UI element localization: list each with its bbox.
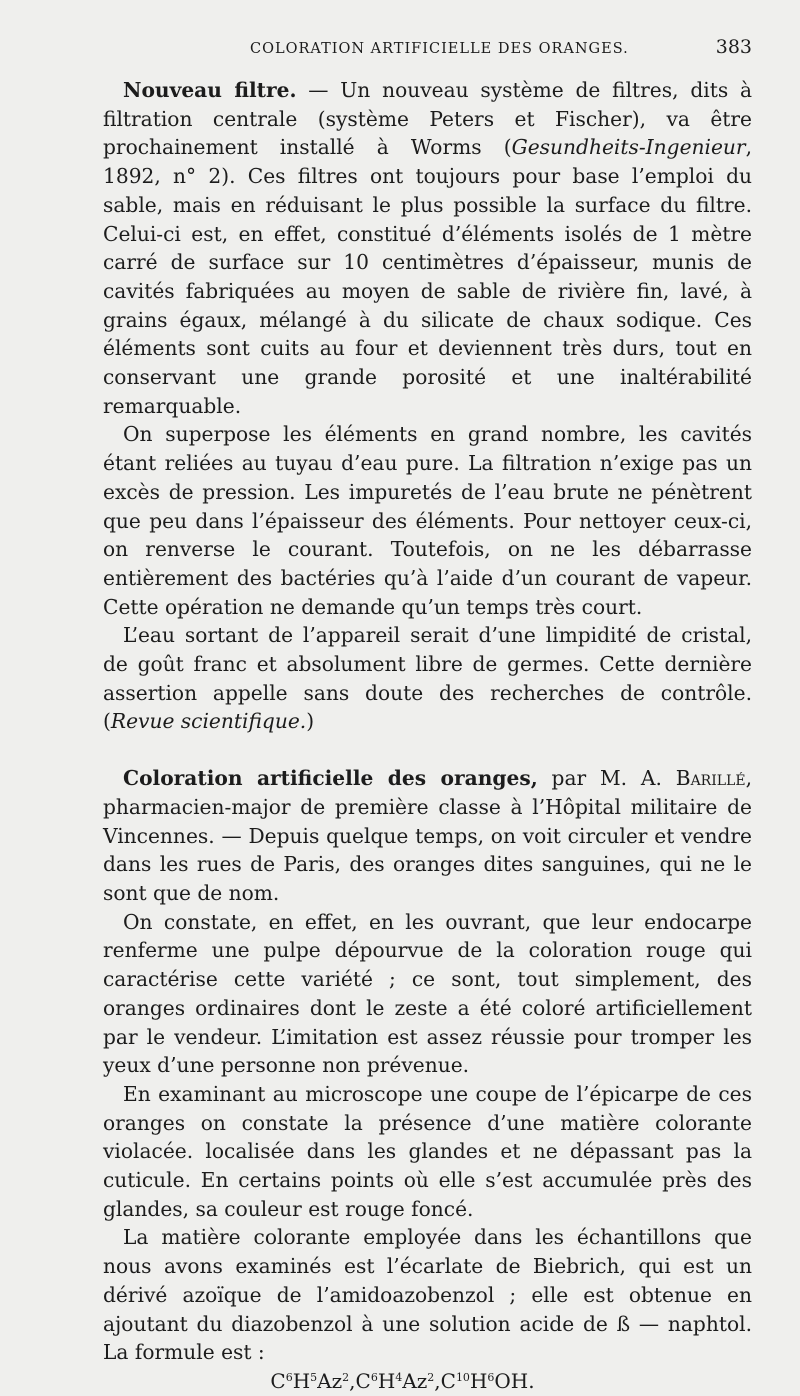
article-filter-p3-text: L’eau sortant de l’appareil serait d’une limpidité de cristal, de goût franc et absolument libre de germes. Cette dernière assertion appelle sans doute des recherches de contrôle. ( [103,623,752,734]
source-revue: Revue scientifique. [110,709,307,734]
section-gap [103,736,752,764]
formula-part: H [469,1368,488,1393]
formula-sup: 6 [285,1370,293,1384]
formula-separator: , [434,1368,441,1393]
formula-part: H [377,1368,396,1393]
formula-sup: 2 [427,1370,435,1384]
article-oranges-by: par M. A. [537,766,676,791]
formula-part: Az [402,1368,428,1393]
formula-sup: 10 [455,1370,470,1384]
article-filter-lead: — Un nouveau système de filtres, dits à filtration centrale (système Peters et Fischer), va être prochainement installé à Worms ( [103,78,752,160]
page-number: 383 [715,36,752,58]
article-title-oranges: Coloration artificielle des oranges, [123,766,538,791]
formula-sup: 4 [395,1370,403,1384]
running-header [103,36,752,72]
article-oranges-paragraph-4: La matière colorante employée dans les échantillons que nous avons examinés est l’écarlate de Biebrich, qui est un dérivé azoïque de l’amidoazobenzol ; elle est obtenue en ajoutant du diazobenzol à une solution acide de ß — naphtol. La formule est : [103,1225,752,1365]
article-filter-p3-end: ) [306,709,315,734]
source-journal: Gesundheits-Ingenieur [511,135,746,160]
formula-sup: 6 [487,1370,495,1384]
formula-part: C [270,1368,286,1393]
formula-part: C [440,1368,456,1393]
formula-part: OH. [494,1368,535,1393]
chemical-formula [103,1367,752,1396]
formula-sup: 6 [370,1370,378,1384]
formula-separator: , [349,1368,356,1393]
article-oranges-paragraph-2: On constate, en effet, en les ouvrant, que leur endocarpe renferme une pulpe dépourvue de la coloration rouge qui caractérise cette variété ; ce sont, tout simplement, des oranges ordinaires dont le zeste a été coloré artificiellement par le vendeur. L’imitation est assez réussie pour tromper les yeux d’une personne non prévenue. [103,909,752,1078]
article-oranges-paragraph-3: En examinant au microscope une coupe de l’épicarpe de ces oranges on constate la présence d’une matière colorante violacée. localisée dans les glandes et ne dépassant pas la cuticule. En certains points où elle s’est accumulée près des glandes, sa couleur est rouge foncé. [103,1081,752,1221]
formula-sup: 2 [342,1370,350,1384]
formula-part: C [355,1368,371,1393]
article-filter-body: , 1892, n° 2). Ces filtres ont toujours pour base l’emploi du sable, mais en réduisant le plus possible la surface du filtre. Celui-ci est, en effet, constitué d’éléments isolés de 1 mètre carré de surface sur 10 centimètres d’épaisseur, munis de cavités fabriquées au moyen de sable de rivière fin, lavé, à grains égaux, mélangé à du silicate de chaux sodique. Ces éléments sont cuits au four et deviennent très durs, tout en conservant une grande porosité et une inaltérabilité remarquable. [103,135,752,418]
author-name: Barillé [675,766,746,791]
formula-sup: 5 [310,1370,318,1384]
article-oranges-affiliation: , pharmacien-major de première classe à l’Hôpital militaire de Vincennes. — Depuis quelque temps, on voit circuler et vendre dans les rues de Paris, des oranges dites sanguines, qui ne le sont que de nom. [103,766,752,905]
article-filter-paragraph-3 [103,621,752,736]
article-filter-paragraph-1 [103,76,752,420]
body-text [103,76,752,1396]
article-filter-paragraph-2: On superpose les éléments en grand nombre, les cavités étant reliées au tuyau d’eau pure. La filtration n’exige pas un excès de pression. Les impuretés de l’eau brute ne pénètrent que peu dans l’épaisseur des éléments. Pour nettoyer ceux-ci, on renverse le courant. Toutefois, on ne les débarrasse entièrement des bactéries qu’à l’aide d’un courant de vapeur. Cette opération ne demande qu’un temps très court. [103,422,752,619]
formula-part: Az [317,1368,343,1393]
article-oranges-paragraph-1 [103,764,752,908]
formula-part: H [292,1368,311,1393]
article-title-filter: Nouveau filtre. [123,78,297,102]
running-title: COLORATION ARTIFICIELLE DES ORANGES. [249,41,629,57]
